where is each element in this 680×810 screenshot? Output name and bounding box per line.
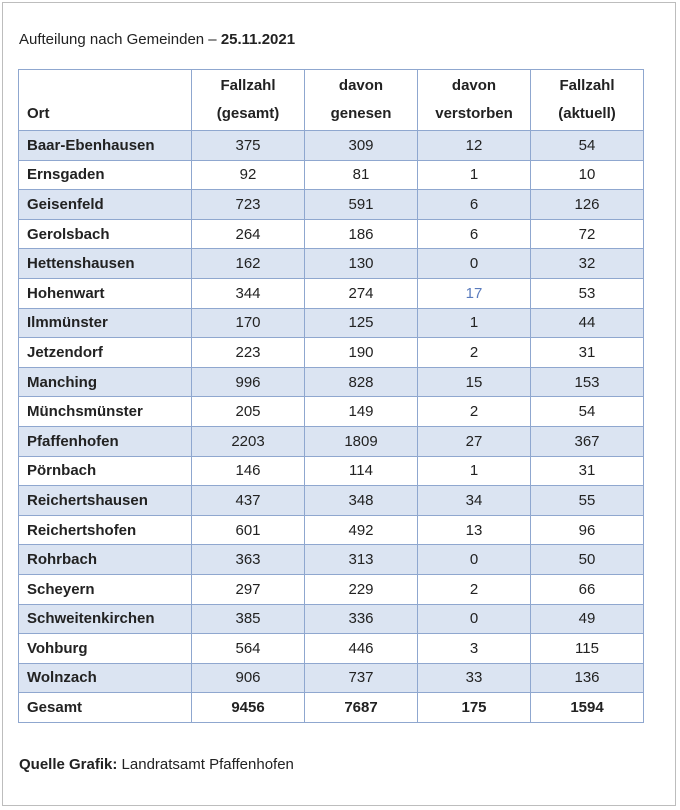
cell-value: 136 <box>531 663 644 693</box>
cell-value: 96 <box>531 515 644 545</box>
table-row <box>19 249 644 279</box>
cell-value: 274 <box>305 278 418 308</box>
cell-value: 1 <box>418 308 531 338</box>
cell-value: 126 <box>531 190 644 220</box>
table-row <box>19 663 644 693</box>
cell-ort: Manching <box>19 367 192 397</box>
cell-ort: Gerolsbach <box>19 219 192 249</box>
cell-value: 336 <box>305 604 418 634</box>
table-row <box>19 219 644 249</box>
cell-value: 564 <box>192 634 305 664</box>
cell-value: 190 <box>305 338 418 368</box>
cell-value: 223 <box>192 338 305 368</box>
cell-value: 13 <box>418 515 531 545</box>
cell-value: 125 <box>305 308 418 338</box>
table-row <box>19 278 644 308</box>
cell-value: 31 <box>531 338 644 368</box>
cell-value: 2203 <box>192 426 305 456</box>
table-row <box>19 574 644 604</box>
cell-value: 44 <box>531 308 644 338</box>
cell-value: 17 <box>418 278 531 308</box>
cell-value: 2 <box>418 338 531 368</box>
cell-value: 55 <box>531 486 644 516</box>
cell-value: 591 <box>305 190 418 220</box>
header-ort: Ort <box>19 70 192 131</box>
cell-value: 828 <box>305 367 418 397</box>
cell-value: 6 <box>418 190 531 220</box>
cell-ort: Reichertshofen <box>19 515 192 545</box>
cell-ort: Münchsmünster <box>19 397 192 427</box>
cell-ort: Hettenshausen <box>19 249 192 279</box>
cell-value: 723 <box>192 190 305 220</box>
cell-value: 114 <box>305 456 418 486</box>
cell-value: 10 <box>531 160 644 190</box>
cell-value: 367 <box>531 426 644 456</box>
cell-value: 53 <box>531 278 644 308</box>
cell-ort: Baar-Ebenhausen <box>19 131 192 161</box>
cell-value: 313 <box>305 545 418 575</box>
total-row <box>19 693 644 723</box>
table-row <box>19 338 644 368</box>
caption-date: 25.11.2021 <box>220 31 296 48</box>
cell-value: 0 <box>418 545 531 575</box>
cases-table <box>18 69 644 723</box>
caption-prefix: Aufteilung nach Gemeinden – <box>19 31 221 48</box>
cell-value: 170 <box>192 308 305 338</box>
cell-value: 81 <box>305 160 418 190</box>
cell-value: 27 <box>418 426 531 456</box>
cell-value: 205 <box>192 397 305 427</box>
source-note <box>19 756 294 773</box>
total-value: 9456 <box>192 693 305 723</box>
cell-value: 601 <box>192 515 305 545</box>
cell-value: 264 <box>192 219 305 249</box>
cell-value: 0 <box>418 604 531 634</box>
cell-value: 162 <box>192 249 305 279</box>
cell-ort: Jetzendorf <box>19 338 192 368</box>
source-text: Landratsamt Pfaffenhofen <box>117 756 294 773</box>
table-row <box>19 426 644 456</box>
cell-value: 437 <box>192 486 305 516</box>
cell-ort: Ernsgaden <box>19 160 192 190</box>
cell-value: 32 <box>531 249 644 279</box>
cell-value: 146 <box>192 456 305 486</box>
table-row <box>19 308 644 338</box>
cell-value: 344 <box>192 278 305 308</box>
table-row <box>19 456 644 486</box>
total-value: 1594 <box>531 693 644 723</box>
total-label: Gesamt <box>19 693 192 723</box>
cell-ort: Vohburg <box>19 634 192 664</box>
table-row <box>19 515 644 545</box>
cell-ort: Geisenfeld <box>19 190 192 220</box>
total-value: 175 <box>418 693 531 723</box>
cell-value: 54 <box>531 397 644 427</box>
table-row <box>19 604 644 634</box>
cell-value: 33 <box>418 663 531 693</box>
cell-value: 92 <box>192 160 305 190</box>
cell-value: 1809 <box>305 426 418 456</box>
cell-value: 492 <box>305 515 418 545</box>
cell-value: 130 <box>305 249 418 279</box>
cell-value: 66 <box>531 574 644 604</box>
header-genesen: davon genesen <box>305 70 418 131</box>
cell-value: 54 <box>531 131 644 161</box>
cell-value: 446 <box>305 634 418 664</box>
cell-value: 297 <box>192 574 305 604</box>
cell-value: 3 <box>418 634 531 664</box>
table-row <box>19 634 644 664</box>
header-verstorben: davon verstorben <box>418 70 531 131</box>
cell-value: 31 <box>531 456 644 486</box>
header-fallzahl-aktuell: Fallzahl (aktuell) <box>531 70 644 131</box>
cell-ort: Rohrbach <box>19 545 192 575</box>
cell-value: 153 <box>531 367 644 397</box>
header-fallzahl-gesamt: Fallzahl (gesamt) <box>192 70 305 131</box>
cell-value: 2 <box>418 574 531 604</box>
cell-value: 12 <box>418 131 531 161</box>
cell-value: 363 <box>192 545 305 575</box>
cell-value: 2 <box>418 397 531 427</box>
cell-value: 15 <box>418 367 531 397</box>
cell-value: 1 <box>418 160 531 190</box>
table-row <box>19 397 644 427</box>
cell-value: 737 <box>305 663 418 693</box>
cell-value: 229 <box>305 574 418 604</box>
cell-value: 906 <box>192 663 305 693</box>
table-caption <box>19 31 295 48</box>
cell-ort: Schweitenkirchen <box>19 604 192 634</box>
cell-value: 348 <box>305 486 418 516</box>
cell-value: 186 <box>305 219 418 249</box>
cell-ort: Hohenwart <box>19 278 192 308</box>
cell-ort: Wolnzach <box>19 663 192 693</box>
cell-value: 0 <box>418 249 531 279</box>
total-value: 7687 <box>305 693 418 723</box>
cell-value: 6 <box>418 219 531 249</box>
cell-value: 49 <box>531 604 644 634</box>
cell-value: 1 <box>418 456 531 486</box>
cell-ort: Reichertshausen <box>19 486 192 516</box>
cell-value: 115 <box>531 634 644 664</box>
cell-value: 385 <box>192 604 305 634</box>
cell-value: 34 <box>418 486 531 516</box>
table-row <box>19 545 644 575</box>
cell-value: 50 <box>531 545 644 575</box>
cell-value: 72 <box>531 219 644 249</box>
cell-ort: Scheyern <box>19 574 192 604</box>
cell-ort: Pörnbach <box>19 456 192 486</box>
table-row <box>19 131 644 161</box>
cell-value: 996 <box>192 367 305 397</box>
cell-ort: Ilmmünster <box>19 308 192 338</box>
cell-value: 149 <box>305 397 418 427</box>
cell-value: 375 <box>192 131 305 161</box>
table-row <box>19 160 644 190</box>
cell-value: 309 <box>305 131 418 161</box>
table-row <box>19 367 644 397</box>
source-label: Quelle Grafik: <box>19 756 118 773</box>
cell-ort: Pfaffenhofen <box>19 426 192 456</box>
table-header-row <box>19 70 644 131</box>
table-row <box>19 486 644 516</box>
table-row <box>19 190 644 220</box>
